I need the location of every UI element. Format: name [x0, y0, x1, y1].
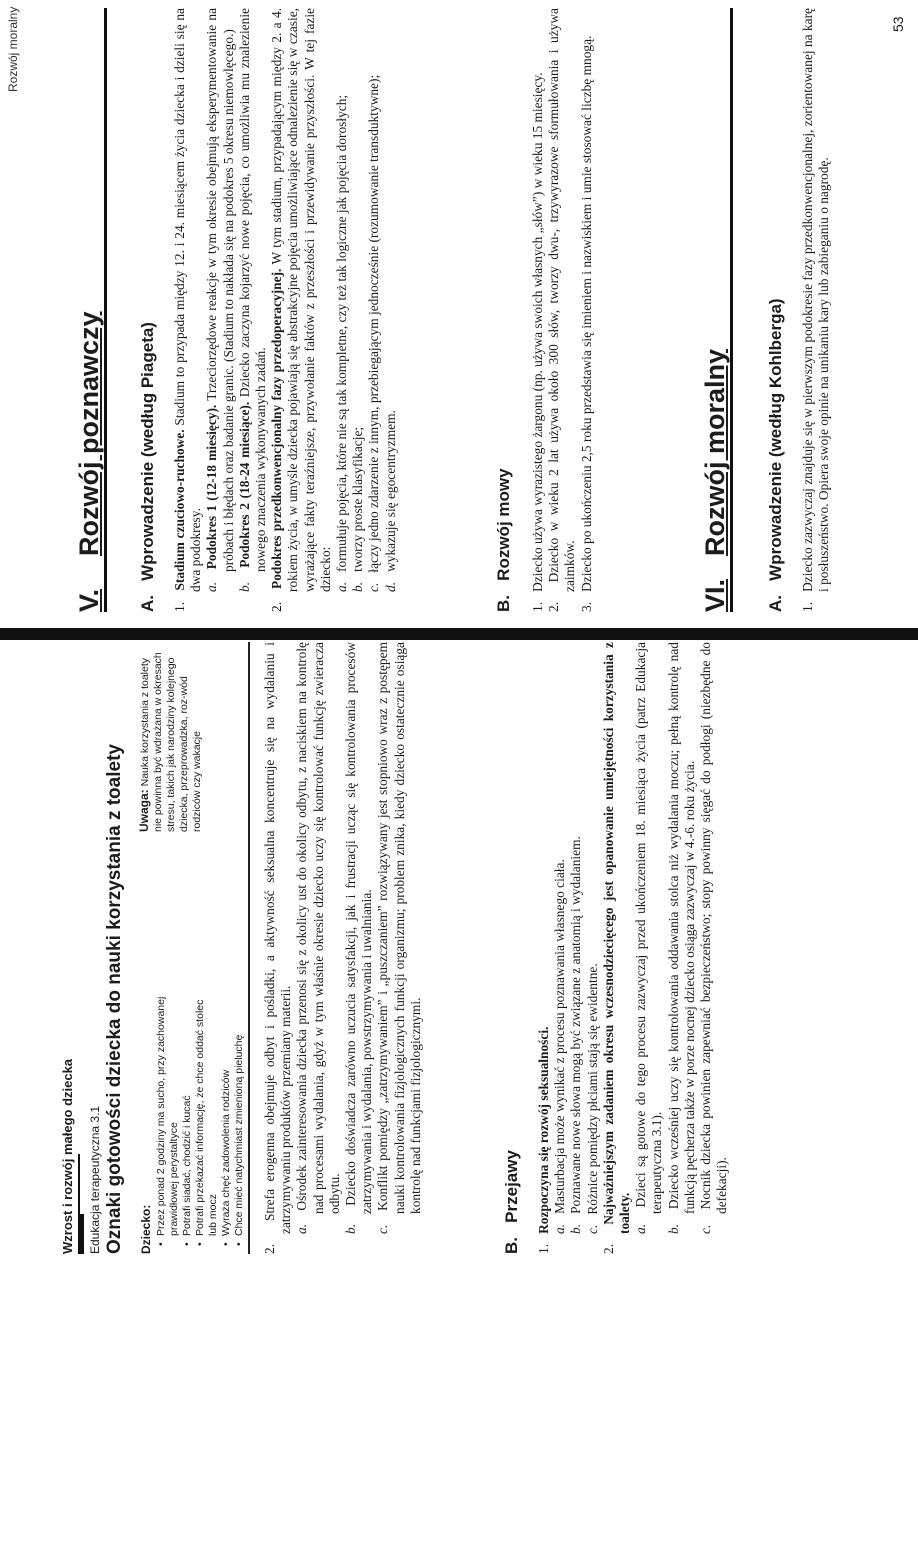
box-label: Edukacja terapeutyczna 3.1: [88, 1105, 102, 1254]
section-a-heading: A. Wprowadzenie (według Piageta): [138, 322, 157, 612]
chapter-vi-rule: [730, 8, 733, 612]
sub-item-text: Dziecko doświadcza zarówno uczucia satysfakcji, jak i frustracji ucząc się kontrolowania procesów zatrzymywania i wydalania, powstrzymywania i uwalniania.: [343, 642, 375, 1214]
page-number: 53: [890, 16, 906, 32]
section-b-heading-right: B. Rozwój mowy: [494, 468, 513, 612]
sub-item-text: Konflikt pomiędzy „zatrzymywaniem” i „puszczaniem” rozwiązywany jest stopniowo wraz z postępem nauki kontrolowania fizjologicznych funkcji organizmu; problem znika, kiedy dziecko ostatecznie osiąga kontrolę nad funkcjami fizjologicznymi.: [375, 642, 423, 1214]
item-title: Najważniejszym zadaniem okresu wczesnodziecięcego jest opanowanie umiejętności korzystania z toalety.: [600, 642, 633, 1234]
box-child-heading: Dziecko:: [139, 1204, 153, 1254]
item-number: 2.: [262, 1243, 277, 1254]
sub-item-text: Ośrodek zainteresowania dziecka przenosi się z okolicy ust do okolicy odbytu, z naciskiem na kontrolę nad procesami wydalania, gdyż w tym właśnie okresie dziecko uczy się kontrolować funkcję zwieracza odbytu.: [294, 642, 342, 1214]
box-note-label: Uwaga:: [137, 789, 151, 832]
item-text: Strefa erogenna obejmuje odbyt i pośladki, a aktywność seksualna koncentruje się na wydalaniu i zatrzymywaniu produktów przemiany materii.: [262, 642, 294, 1234]
box-child-column: [140, 984, 246, 1254]
section-b-body-right: 1. Dziecko używa wyrazistego żargonu (np. używa swoich własnych „słów”) w wieku 15 miesięcy. 2. Dziecko w wieku 2 lat używa około 300 słów, tworzy dwu-, trzywyrazowe sformułowania i używa zaimków. 3. Dziecko po ukończeniu 2,5 roku przedstawia się imieniem i nazwiskiem i umie stosować liczbę mnogą.: [530, 8, 594, 612]
chapter-v-heading: V.Rozwój poznawczy: [74, 311, 104, 612]
box-child-list: [155, 984, 246, 1254]
list-item: • Wyraża chęć zadowolenia rodziców: [220, 984, 233, 1244]
section-b-heading: B. Przejawy: [502, 1150, 521, 1254]
section-a2-heading: A. Wprowadzenie (według Kohlberga): [766, 298, 785, 612]
item-title: Rozpoczyna się rozwój seksualności.: [536, 1026, 551, 1234]
list-item: • Potrafi siadać, chodzić i kucać: [181, 984, 194, 1244]
box-top-accent: [78, 1214, 84, 1254]
running-head-right: Rozwój moralny: [6, 6, 20, 92]
list-item: • Potrafi przekazać informację, że chce oddać stolec lub mocz: [194, 984, 220, 1244]
list-item: • Chce mieć natychmiast zmienioną pieluchę: [233, 984, 246, 1244]
section-a2-body: 1. Dziecko zazwyczaj znajduje się w pierwszym podokresie fazy przedkonwencjonalnej, zorientowanej na karę i posłuszeństwo. Opiera swoje opinie na unikaniu kary lub zabieganiu o nagrodę.: [800, 7, 832, 612]
chapter-vi-heading: VI.Rozwój moralny: [700, 348, 730, 612]
left-item-2: 2. Strefa erogenna obejmuje odbyt i pośladki, a aktywność seksualna koncentruje się na wydalaniu i zatrzymywaniu produktów przemiany materii. a. Ośrodek zainteresowania dziecka przenosi się z okolicy ust do okolicy odbytu, z naciskiem na kontrolę nad procesami wydalania, gdyż w tym właśnie okresie dziecko uczy się kontrolować funkcję zwieracza odbytu. b. Dziecko doświadcza zarówno uczucia satysfakcji, jak i frustracji ucząc się kontrolowania procesów zatrzymywania i wydalania, powstrzymywania i uwalniania. c. Konflikt pomiędzy „zatrzymywaniem” i „puszczaniem” rozwiązywany jest stopniowo wraz z postępem nauki kontrolowania fizjologicznych funkcji organizmu; problem znika, kiedy dziecko ostatecznie osiąga kontrolę nad funkcjami fizjologicznymi.: [262, 642, 423, 1254]
chapter-v-rule: [104, 8, 107, 612]
section-a-body: 1. Stadium czuciowo-ruchowe. Stadium to przypada między 12. i 24. miesiącem życia dziecka i dzieli się na dwa podokresy. a. Podokres 1 (12-18 miesięcy). Trzeciorzędowe reakcje w tym okresie obejmują eksperymentowanie na próbach i błędach oraz badanie granic. (Stadium to nakłada się na podokres 5 okresu niemowlęcego.) b. Podokres 2 (18-24 miesiące). Dziecko zaczyna kojarzyć nowe pojęcia, co umożliwia mu znalezienie nowego znaczenia wykonywanych zadań. 2. Podokres przedkonwencjonalny fazy przedoperacyjnej. W tym stadium, przypadającym między 2. a 4. rokiem życia, w umyśle dziecka pojawiają się abstrakcyjne pojęcia umożliwiające odnalezienie się w czasie, wyrażające fakty teraźniejsze, przywołanie faktów z przeszłości i przewidywanie przyszłości. W tej fazie dziecko: a. formułuje pojęcia, które nie są tak kompletne, czy też tak logiczne jak pojęcia dorosłych; b. tworzy proste klasyfikacje; c. łączy jedno zdarzenie z innym, przebiegającym jednocześnie (rozumowanie transduktywne); d. wykazuje się egocentryzmem.: [172, 7, 398, 612]
box-note-text: Nauka korzystania z toalety nie powinna być wdrażana w okresach stresu, takich jak narodziny kolejnego dziecka, przeprowadzka, roz-wód rodziców czy wakacje: [139, 652, 203, 832]
running-head-left: Wzrost i rozwój małego dziecka: [60, 1058, 75, 1254]
list-item: • Przez ponad 2 godziny ma sucho, przy zachowanej prawidłowej perystaltyce: [155, 984, 181, 1244]
box-title: Oznaki gotowości dziecka do nauki korzystania z toalety: [104, 744, 125, 1254]
section-b-body: 1. Rozpoczyna się rozwój seksualności. a. Masturbacja może wynikać z procesu poznawania własnego ciała. b. Poznawane nowe słowa mogą być związane z anatomią i wydalaniem. c. Różnice pomiędzy płciami stają się ewidentne. 2. Najważniejszym zadaniem okresu wczesnodziecięcego jest opanowanie umiejętności korzystania z toalety. a. Dzieci są gotowe do tego procesu zazwyczaj przed ukończeniem 18. miesiąca życia (patrz Edukacja terapeutyczna 3.1). b. Dziecko wcześniej uczy się kontrolowania oddawania stolca niż wydalania moczu; pełną kontrolę nad funkcją pęcherza także w porze nocnej dziecko osiąga zazwyczaj w 4.-6. roku życia. c. Nocnik dziecka powinien zapewniać bezpieczeństwo; stopy powinny sięgać do podłogi (niezbędne do defekacji).: [536, 641, 730, 1254]
